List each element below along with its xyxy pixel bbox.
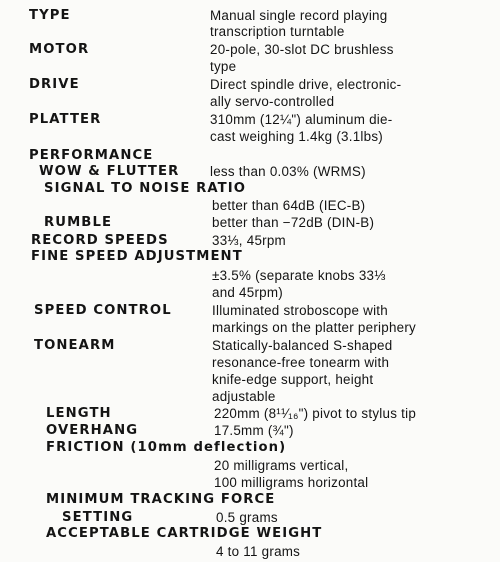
- spec-label-wow-flutter: WOW & FLUTTER: [39, 164, 180, 179]
- spec-label-speed-control: SPEED CONTROL: [34, 303, 172, 318]
- spec-value-drive-line-1: Direct spindle drive, electronic-: [210, 77, 402, 92]
- spec-label-friction: FRICTION (10mm deflection): [46, 440, 287, 455]
- spec-value-platter-line-1: 310mm (12¼") aluminum die-: [210, 112, 393, 127]
- spec-value-overhang: 17.5mm (¾"): [214, 423, 294, 438]
- spec-value-speed-control-line-1: Illuminated stroboscope with: [212, 303, 388, 318]
- spec-heading-minimum-tracking-force: MINIMUM TRACKING FORCE: [46, 492, 276, 507]
- spec-label-rumble: RUMBLE: [44, 215, 113, 230]
- spec-label-acceptable-cartridge-weight: ACCEPTABLE CARTRIDGE WEIGHT: [46, 526, 323, 541]
- spec-value-fine-speed-line-2: and 45rpm): [212, 285, 283, 300]
- spec-value-motor-line-2: type: [210, 59, 237, 74]
- spec-value-wow-flutter: less than 0.03% (WRMS): [210, 164, 366, 179]
- spec-value-type-line-2: transcription turntable: [210, 24, 345, 39]
- spec-value-motor-line-1: 20-pole, 30-slot DC brushless: [210, 42, 394, 57]
- spec-value-drive-line-2: ally servo-controlled: [210, 94, 335, 109]
- spec-label-record-speeds: RECORD SPEEDS: [31, 233, 169, 248]
- spec-value-friction-line-1: 20 milligrams vertical,: [214, 458, 349, 473]
- spec-label-platter: PLATTER: [29, 112, 102, 127]
- spec-label-motor: MOTOR: [29, 42, 90, 57]
- spec-label-type: TYPE: [29, 8, 71, 23]
- spec-value-rumble: better than −72dB (DIN-B): [212, 215, 375, 230]
- spec-value-length: 220mm (8¹¹⁄₁₆") pivot to stylus tip: [214, 406, 417, 421]
- spec-value-platter-line-2: cast weighing 1.4kg (3.1lbs): [210, 129, 383, 144]
- spec-label-overhang: OVERHANG: [46, 423, 139, 438]
- spec-value-fine-speed-line-1: ±3.5% (separate knobs 33⅓: [212, 268, 386, 283]
- spec-heading-performance: PERFORMANCE: [29, 148, 154, 163]
- spec-value-tonearm-line-1: Statically-balanced S-shaped: [212, 338, 393, 353]
- spec-value-acceptable-cartridge-weight: 4 to 11 grams: [216, 544, 301, 559]
- spec-label-length: LENGTH: [46, 406, 112, 421]
- spec-value-tonearm-line-2: resonance-free tonearm with: [212, 355, 390, 370]
- spec-value-signal-to-noise: better than 64dB (IEC-B): [212, 198, 366, 213]
- spec-label-setting: SETTING: [62, 510, 134, 525]
- spec-label-signal-to-noise: SIGNAL TO NOISE RATIO: [44, 181, 247, 196]
- spec-value-record-speeds: 33⅓, 45rpm: [212, 233, 286, 248]
- spec-label-fine-speed-adjustment: FINE SPEED ADJUSTMENT: [31, 249, 243, 264]
- spec-value-friction-line-2: 100 milligrams horizontal: [214, 475, 369, 490]
- spec-value-type-line-1: Manual single record playing: [210, 8, 388, 23]
- spec-label-tonearm: TONEARM: [34, 338, 116, 353]
- spec-value-setting: 0.5 grams: [216, 510, 278, 525]
- spec-value-tonearm-line-4: adjustable: [212, 389, 276, 404]
- spec-label-drive: DRIVE: [29, 77, 80, 92]
- spec-value-tonearm-line-3: knife-edge support, height: [212, 372, 374, 387]
- spec-value-speed-control-line-2: markings on the platter periphery: [212, 320, 417, 335]
